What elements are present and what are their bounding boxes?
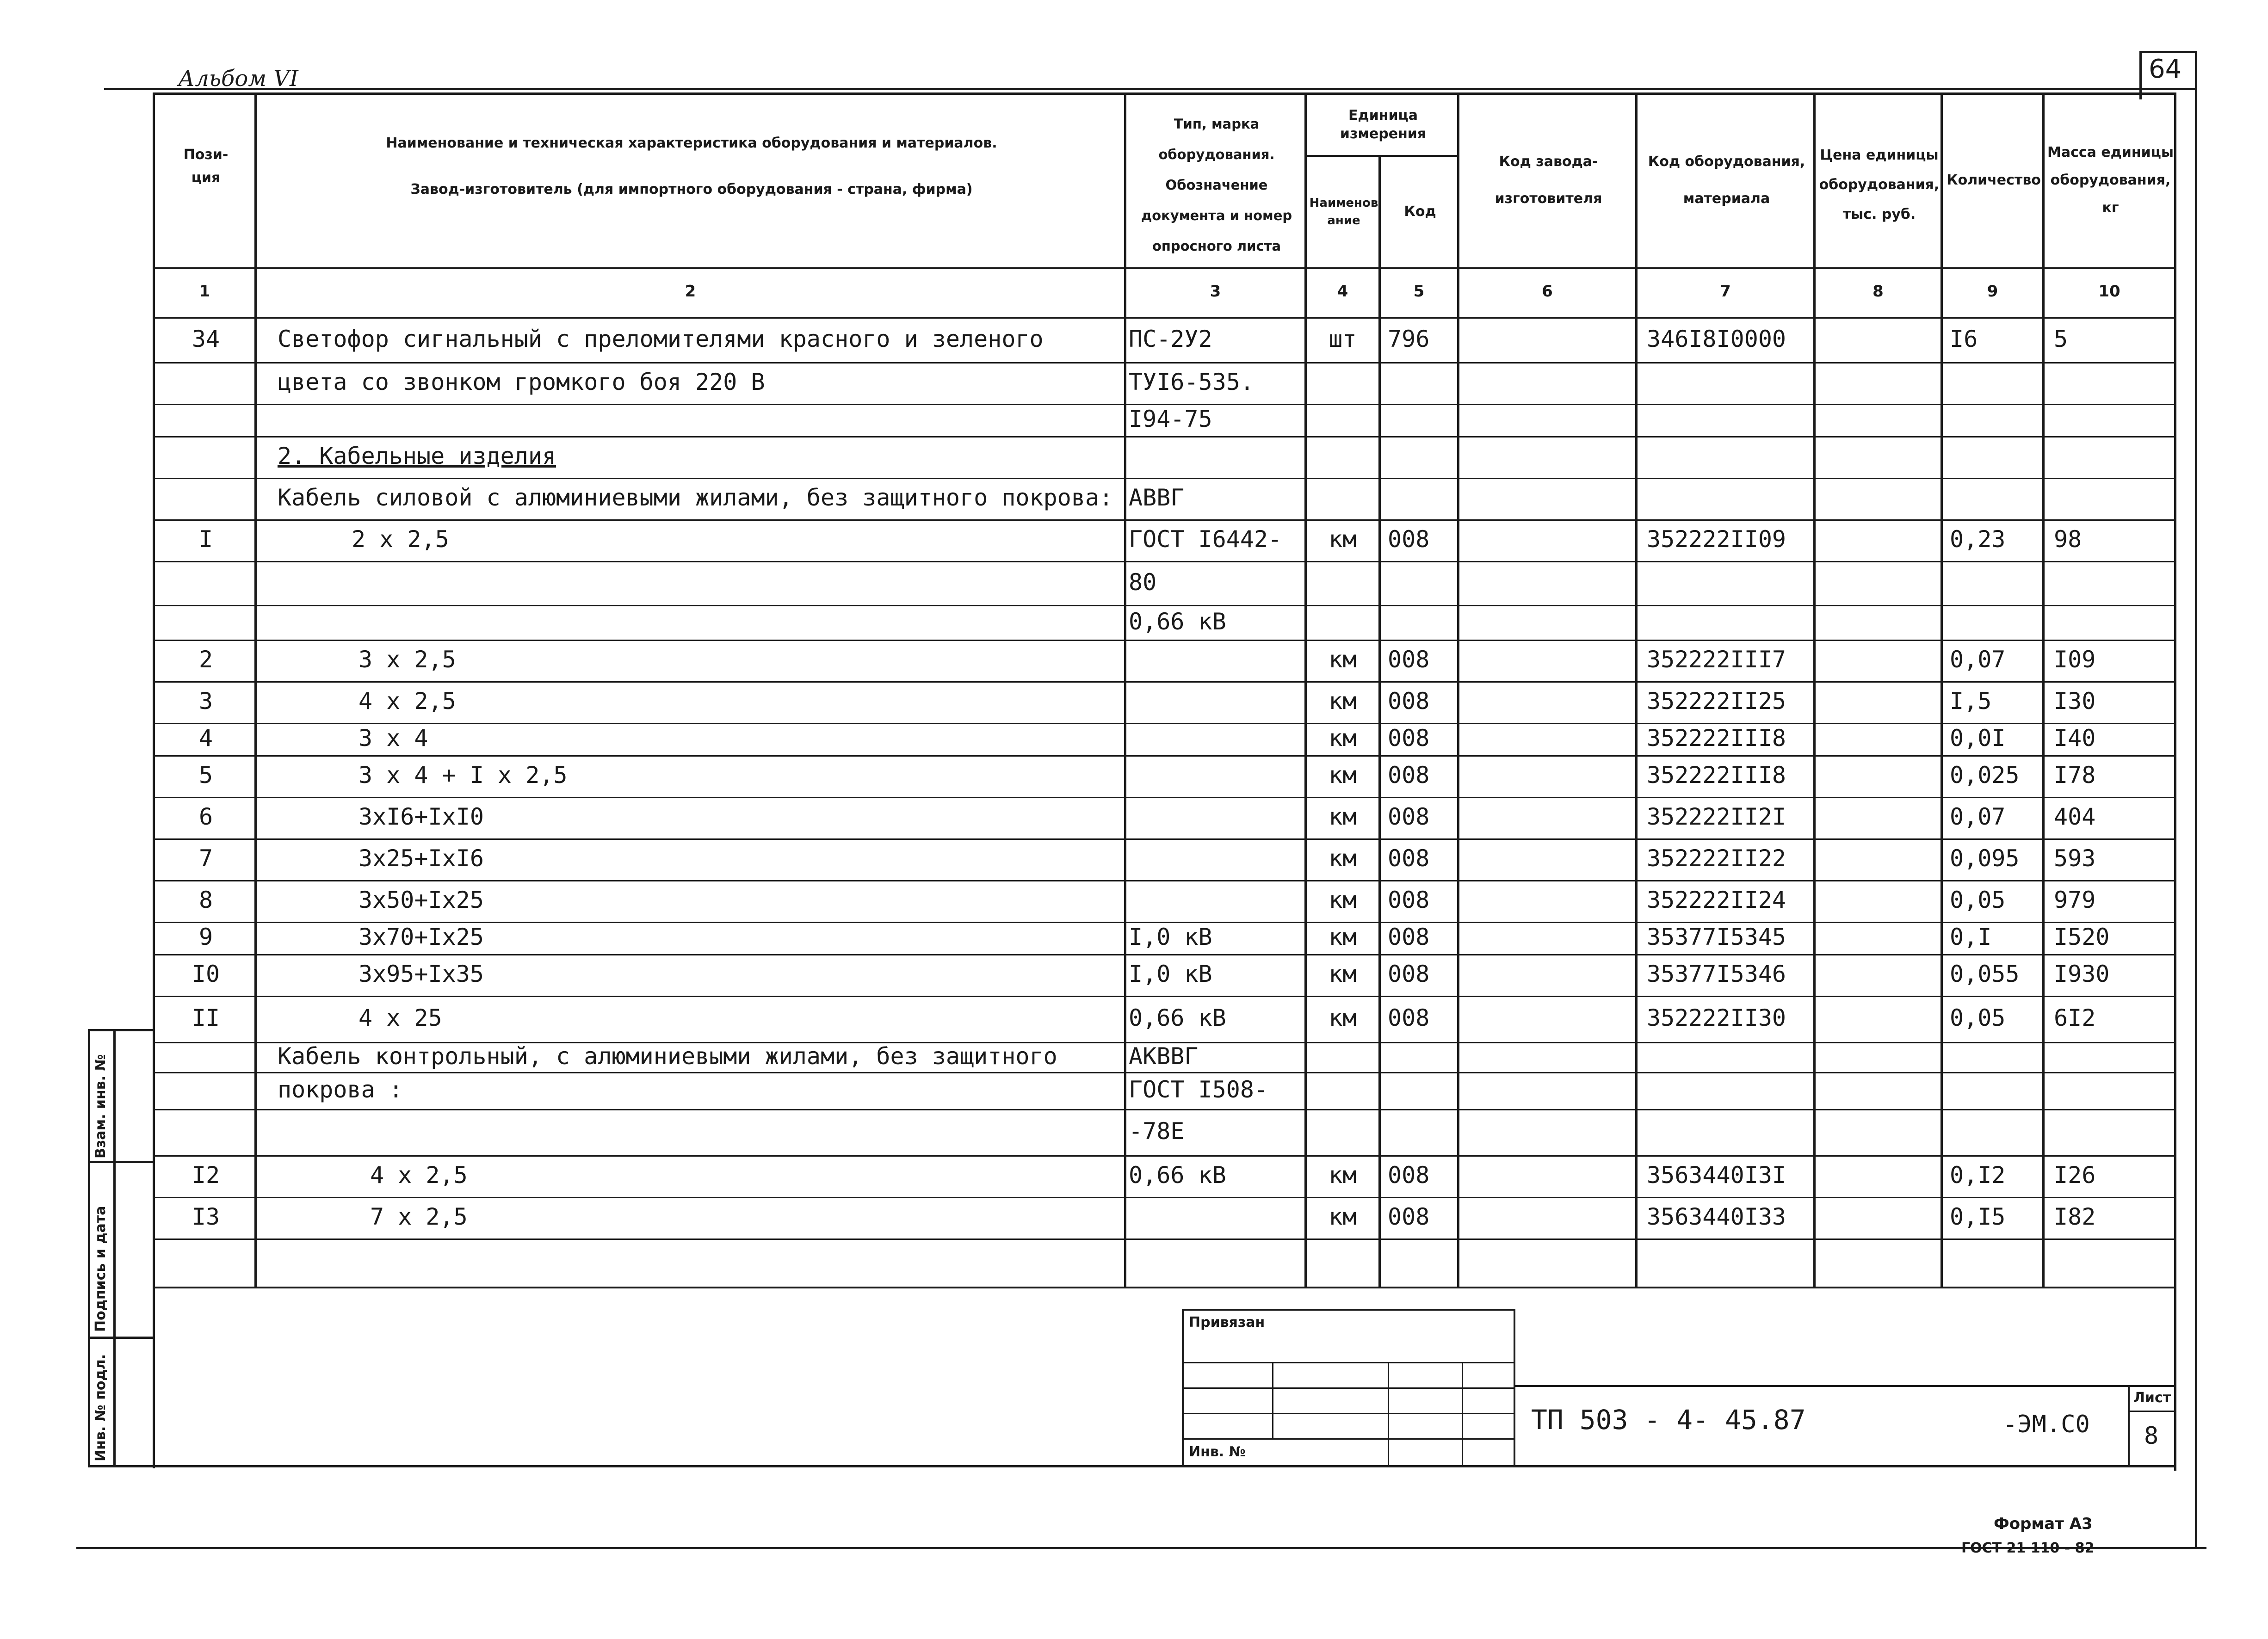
doc-code: ТП 503 - 4- 45.87	[1531, 1404, 1806, 1436]
stamp-row-2	[1182, 1387, 1515, 1389]
cell-mass: I520	[2054, 924, 2110, 950]
body-bottom	[153, 1287, 2176, 1288]
cell-name: 3 x 2,5	[358, 646, 456, 673]
cell-qty: 0,07	[1950, 803, 2006, 830]
cell-name: 3 x 4	[358, 725, 428, 752]
cell-mass: 98	[2054, 526, 2082, 553]
unit-split	[1304, 155, 1459, 157]
cell-unit: км	[1329, 924, 1357, 950]
corner-box-top	[2139, 51, 2197, 53]
colnum-1: 1	[199, 282, 210, 301]
cell-mass: I09	[2054, 646, 2096, 673]
cell-unit: км	[1329, 526, 1357, 553]
cell-mass: I78	[2054, 762, 2096, 789]
cell-name: 2 x 2,5	[352, 526, 449, 553]
table-top	[153, 92, 2176, 95]
cell-code: 008	[1388, 845, 1430, 872]
cell-qty: 0,055	[1950, 961, 2020, 987]
bottom-rule	[76, 1547, 2206, 1549]
cell-mass: I930	[2054, 961, 2110, 987]
table-bottom	[150, 1465, 2176, 1467]
cell-name: 3x50+Ix25	[358, 887, 484, 913]
side-label-signature: Подпись и дата	[93, 1206, 109, 1332]
cell-qty: 0,07	[1950, 646, 2006, 673]
header-qty: Количество	[1947, 172, 2041, 188]
header-unit-code: Код	[1404, 203, 1436, 220]
cell-mass: I40	[2054, 725, 2096, 752]
colnum-5: 5	[1413, 282, 1425, 301]
cell-type: I,0 кВ	[1129, 961, 1212, 987]
header-unit: Единица измерения	[1340, 107, 1427, 142]
header-price: Цена единицы оборудования, тыс. руб.	[1819, 147, 1940, 222]
title-row-top	[1515, 1385, 2176, 1387]
row-separator	[153, 362, 2176, 364]
col-line-4	[1378, 155, 1381, 1288]
cell-name: 3x95+Ix35	[358, 961, 484, 987]
cell-unit: шт	[1329, 325, 1357, 352]
cell-unit: км	[1329, 887, 1357, 913]
cell-unit: км	[1329, 1162, 1357, 1189]
side-frame-left	[88, 1029, 90, 1466]
cell-pos: I	[198, 526, 213, 553]
cell-pos: 7	[198, 845, 213, 872]
row-separator	[153, 681, 2176, 683]
row-separator	[153, 1197, 2176, 1198]
cell-name: 7 x 2,5	[370, 1203, 468, 1230]
cell-equip: 352222II09	[1647, 526, 1786, 553]
cell-type: АВВГ	[1129, 484, 1185, 511]
colnum-7: 7	[1720, 282, 1731, 301]
header-factory-code: Код завода-изготовителя	[1495, 154, 1602, 207]
side-label-inv: Инв. № подл.	[93, 1354, 109, 1461]
header-bottom	[153, 267, 2176, 269]
row-separator	[153, 1072, 2176, 1073]
right-border	[2195, 51, 2197, 1549]
cell-code: 008	[1388, 762, 1430, 789]
stamp-row-3	[1182, 1413, 1515, 1414]
stamp-col-2	[1388, 1362, 1389, 1466]
cell-name: 4 x 2,5	[358, 688, 456, 715]
cell-code: 008	[1388, 1162, 1430, 1189]
cell-qty: 0,23	[1950, 526, 2006, 553]
cell-equip: 352222II25	[1647, 688, 1786, 715]
cell-qty: I6	[1950, 325, 1978, 352]
colnum-8: 8	[1872, 282, 1884, 301]
cell-type: -78Е	[1129, 1118, 1185, 1145]
cell-unit: км	[1329, 725, 1357, 752]
row-separator	[153, 561, 2176, 562]
stamp-box-top	[1182, 1309, 1515, 1311]
cell-qty: 0,095	[1950, 845, 2020, 872]
cell-mass: I30	[2054, 688, 2096, 715]
footer-format: Формат А3	[1994, 1515, 2093, 1533]
side-div-2	[88, 1337, 153, 1339]
row-separator	[153, 436, 2176, 437]
cell-code: 008	[1388, 803, 1430, 830]
cell-pos: I3	[192, 1203, 220, 1230]
cell-name: Кабель контрольный, с алюминиевыми жилами, без защитного	[278, 1042, 1057, 1070]
table-right	[2174, 92, 2176, 1471]
cell-type: ГОСТ I6442-	[1129, 526, 1282, 553]
cell-name: 4 x 2,5	[370, 1162, 468, 1189]
cell-name: Светофор сигнальный с преломителями красного и зеленого	[278, 325, 1044, 352]
header-position: Пози- ция	[183, 147, 229, 186]
row-separator	[153, 605, 2176, 606]
cell-pos: 6	[198, 803, 213, 830]
stamp-col-3	[1462, 1362, 1463, 1466]
sheet-box-left	[2128, 1385, 2130, 1466]
header-equip-code: Код оборудования, материала	[1648, 154, 1805, 207]
row-separator	[153, 996, 2176, 997]
cell-pos: 34	[192, 325, 220, 352]
cell-unit: км	[1329, 1203, 1357, 1230]
side-frame-mid	[113, 1029, 116, 1466]
sheet-box-mid	[2128, 1411, 2176, 1412]
page-corner-number: 64	[2149, 54, 2182, 84]
cell-name: 2. Кабельные изделия	[278, 443, 556, 469]
cell-equip: 352222II24	[1647, 887, 1786, 913]
cell-type: 0,66 кВ	[1129, 1162, 1226, 1189]
cell-pos: 2	[198, 646, 213, 673]
cell-name: 3 x 4 + I x 2,5	[358, 762, 568, 789]
cell-mass: I26	[2054, 1162, 2096, 1189]
cell-pos: 8	[198, 887, 213, 913]
cell-mass: 6I2	[2054, 1004, 2096, 1031]
cell-name: 3x70+Ix25	[358, 924, 484, 950]
cell-equip: 352222III8	[1647, 725, 1786, 752]
sheet-number: 8	[2144, 1422, 2159, 1450]
cell-code: 008	[1388, 961, 1430, 987]
top-border	[104, 88, 2195, 90]
cell-code: 008	[1388, 924, 1430, 950]
cell-equip: 35377I5346	[1647, 961, 1786, 987]
cell-code: 008	[1388, 1004, 1430, 1031]
row-separator	[153, 755, 2176, 757]
header-name: Наименование и техническая характеристика оборудования и материалов. Завод-изготовитель (для импортного оборудования - страна, фирма)	[386, 135, 997, 197]
cell-code: 008	[1388, 1203, 1430, 1230]
colnum-10: 10	[2098, 282, 2120, 301]
cell-pos: I0	[192, 961, 220, 987]
stamp-col-1	[1272, 1362, 1273, 1438]
cell-qty: 0,I	[1950, 924, 1992, 950]
colnum-bottom	[153, 317, 2176, 319]
cell-qty: 0,05	[1950, 1004, 2006, 1031]
cell-name: цвета со звонком громкого боя 220 В	[278, 369, 765, 395]
cell-pos: II	[192, 1004, 220, 1031]
cell-type: 80	[1129, 568, 1157, 596]
cell-mass: 979	[2054, 887, 2096, 913]
cell-mass: 404	[2054, 803, 2096, 830]
cell-mass: 5	[2054, 325, 2068, 352]
colnum-2: 2	[685, 282, 696, 301]
cell-name: 4 x 25	[358, 1004, 442, 1031]
header-mass: Масса единицы оборудования, кг	[2047, 144, 2174, 216]
stamp-row-1	[1182, 1362, 1515, 1363]
row-separator	[153, 1109, 2176, 1110]
cell-equip: 352222II30	[1647, 1004, 1786, 1031]
cell-type: I,0 кВ	[1129, 924, 1212, 950]
row-separator	[153, 880, 2176, 881]
cell-code: 796	[1388, 325, 1430, 352]
cell-pos: I2	[192, 1162, 220, 1189]
row-separator	[153, 954, 2176, 955]
header-unit-name: Наименование	[1309, 196, 1378, 228]
cell-equip: 352222III7	[1647, 646, 1786, 673]
cell-mass: I82	[2054, 1203, 2096, 1230]
album-label: Альбом VI	[178, 66, 298, 92]
cell-code: 008	[1388, 526, 1430, 553]
cell-unit: км	[1329, 762, 1357, 789]
cell-unit: км	[1329, 646, 1357, 673]
cell-equip: 3563440I3I	[1647, 1162, 1786, 1189]
cell-equip: 352222II22	[1647, 845, 1786, 872]
stamp-privyazan: Привязан	[1189, 1314, 1265, 1331]
cell-type: 0,66 кВ	[1129, 608, 1226, 635]
side-div-1	[88, 1161, 153, 1163]
cell-type: АКВВГ	[1129, 1042, 1199, 1070]
cell-name: покрова :	[278, 1076, 403, 1103]
cell-type: ГОСТ I508-	[1129, 1076, 1268, 1103]
cell-qty: I,5	[1950, 688, 1992, 715]
stamp-inv-no: Инв. №	[1189, 1444, 1246, 1460]
cell-qty: 0,0I	[1950, 725, 2006, 752]
cell-name: 3xI6+IxI0	[358, 803, 484, 830]
row-separator	[153, 797, 2176, 798]
cell-pos: 9	[198, 924, 213, 950]
sheet-label: Лист	[2133, 1390, 2171, 1406]
cell-pos: 5	[198, 762, 213, 789]
cell-name: Кабель силовой с алюминиевыми жилами, без защитного покрова:	[278, 484, 1113, 511]
cell-unit: км	[1329, 961, 1357, 987]
cell-equip: 3563440I33	[1647, 1203, 1786, 1230]
row-separator	[153, 640, 2176, 641]
cell-type: ПС-2У2	[1129, 325, 1212, 352]
cell-unit: км	[1329, 1004, 1357, 1031]
cell-pos: 3	[198, 688, 213, 715]
doc-suffix: -ЭМ.С0	[2003, 1411, 2090, 1438]
cell-code: 008	[1388, 688, 1430, 715]
colnum-4: 4	[1337, 282, 1348, 301]
cell-equip: 352222II2I	[1647, 803, 1786, 830]
cell-type: 0,66 кВ	[1129, 1004, 1226, 1031]
cell-qty: 0,I5	[1950, 1203, 2006, 1230]
header-type: Тип, марка оборудования. Обозначение документа и номер опросного листа	[1141, 116, 1292, 254]
cell-type: ТУI6-535.	[1129, 369, 1254, 395]
row-separator	[153, 478, 2176, 479]
cell-unit: км	[1329, 688, 1357, 715]
cell-qty: 0,025	[1950, 762, 2020, 789]
footer-gost: ГОСТ 21 110 - 82	[1961, 1540, 2095, 1556]
cell-qty: 0,I2	[1950, 1162, 2006, 1189]
colnum-6: 6	[1542, 282, 1553, 301]
cell-code: 008	[1388, 725, 1430, 752]
row-separator	[153, 838, 2176, 840]
row-separator	[153, 519, 2176, 521]
cell-equip: 346I8I0000	[1647, 325, 1786, 352]
cell-code: 008	[1388, 646, 1430, 673]
cell-unit: км	[1329, 803, 1357, 830]
cell-mass: 593	[2054, 845, 2096, 872]
cell-type: I94-75	[1129, 406, 1212, 432]
side-label-replace: Взам. инв. №	[93, 1054, 109, 1158]
side-frame-bottom	[88, 1465, 153, 1467]
colnum-9: 9	[1987, 282, 1998, 301]
cell-qty: 0,05	[1950, 887, 2006, 913]
cell-pos: 4	[198, 725, 213, 752]
side-frame-top	[88, 1029, 153, 1031]
cell-name: 3x25+IxI6	[358, 845, 484, 872]
cell-equip: 352222III8	[1647, 762, 1786, 789]
cell-code: 008	[1388, 887, 1430, 913]
row-separator	[153, 1238, 2176, 1240]
colnum-3: 3	[1210, 282, 1221, 301]
cell-unit: км	[1329, 845, 1357, 872]
row-separator	[153, 1155, 2176, 1157]
cell-equip: 35377I5345	[1647, 924, 1786, 950]
